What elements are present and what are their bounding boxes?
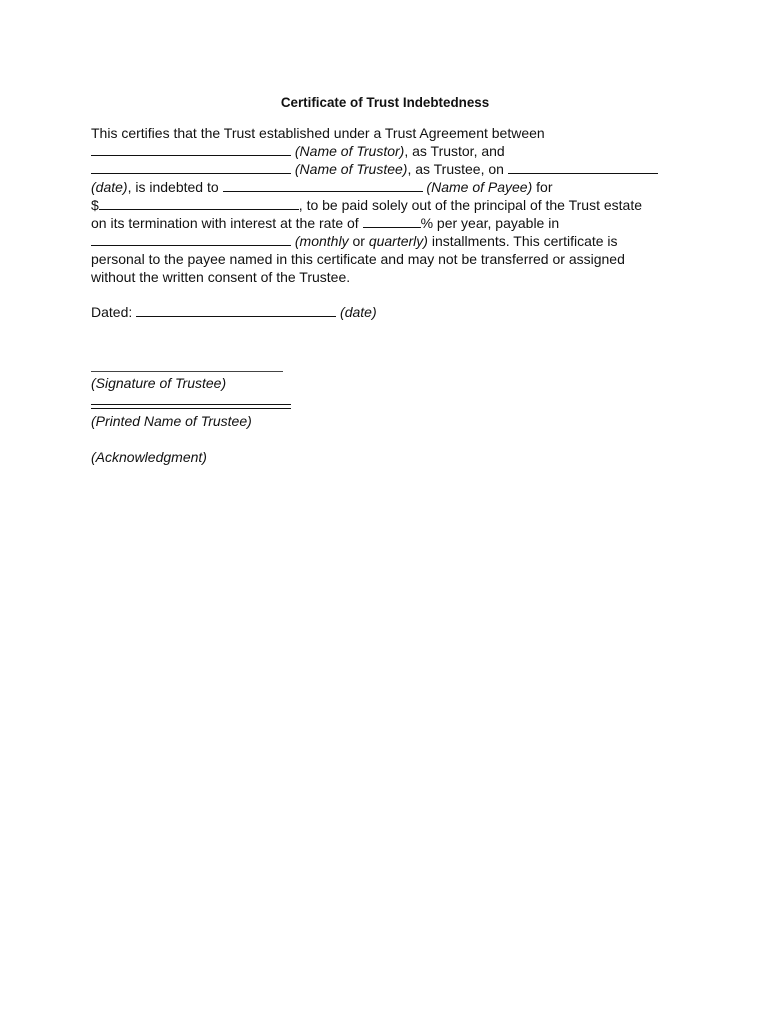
signature-label: (Signature of Trustee) [91, 375, 227, 391]
printed-name-line[interactable] [91, 408, 291, 409]
monthly-hint: (monthly [294, 233, 349, 249]
body-text: on its termination with interest at the rate of [91, 215, 359, 231]
printed-name-label: (Printed Name of Trustee) [91, 413, 252, 429]
dated-hint: (date) [340, 304, 377, 320]
body-text: , as Trustor, and [404, 143, 505, 159]
body-text: , is indebted to [127, 179, 219, 195]
trustee-name-hint: (Name of Trustee) [294, 161, 408, 177]
body-line-7 [91, 232, 618, 250]
body-text: personal to the payee named in this certificate and may not be transferred or assigned [91, 251, 625, 267]
installment-blank[interactable] [91, 232, 291, 246]
body-line-6 [91, 214, 559, 232]
interest-rate-blank[interactable] [363, 214, 421, 228]
body-line-4 [91, 178, 552, 196]
body-text: without the written consent of the Trustee. [91, 269, 351, 285]
body-text: or [352, 233, 365, 249]
body-text: for [536, 179, 553, 195]
dollar-sign: $ [91, 197, 99, 213]
quarterly-hint: quarterly) [368, 233, 428, 249]
payee-name-hint: (Name of Payee) [426, 179, 533, 195]
agreement-date-blank[interactable] [508, 160, 658, 174]
body-line-5 [91, 196, 642, 214]
body-line-9 [91, 268, 350, 286]
body-text: installments. This certificate is [431, 233, 618, 249]
body-line-2 [91, 142, 505, 160]
dated-blank[interactable] [136, 303, 336, 317]
body-text: % per year, payable in [420, 215, 560, 231]
document-title: Certificate of Trust Indebtedness [280, 95, 490, 110]
payee-name-blank[interactable] [223, 178, 423, 192]
body-line-1 [91, 124, 545, 142]
trustor-name-hint: (Name of Trustor) [294, 143, 405, 159]
acknowledgment-label: (Acknowledgment) [91, 449, 207, 465]
body-text: , to be paid solely out of the principal of the Trust estate [298, 197, 643, 213]
body-text: This certifies that the Trust established under a Trust Agreement between [91, 125, 545, 141]
trustor-name-blank[interactable] [91, 142, 291, 156]
signature-line[interactable] [91, 371, 283, 372]
amount-blank[interactable] [99, 196, 299, 210]
body-line-3 [91, 160, 658, 178]
body-line-8 [91, 250, 625, 268]
body-text: , as Trustee, on [407, 161, 504, 177]
dated-line [91, 303, 377, 321]
trustee-name-blank[interactable] [91, 160, 291, 174]
agreement-date-hint: (date) [91, 179, 128, 195]
dated-label: Dated: [91, 304, 133, 320]
printed-name-line-upper [91, 404, 291, 405]
